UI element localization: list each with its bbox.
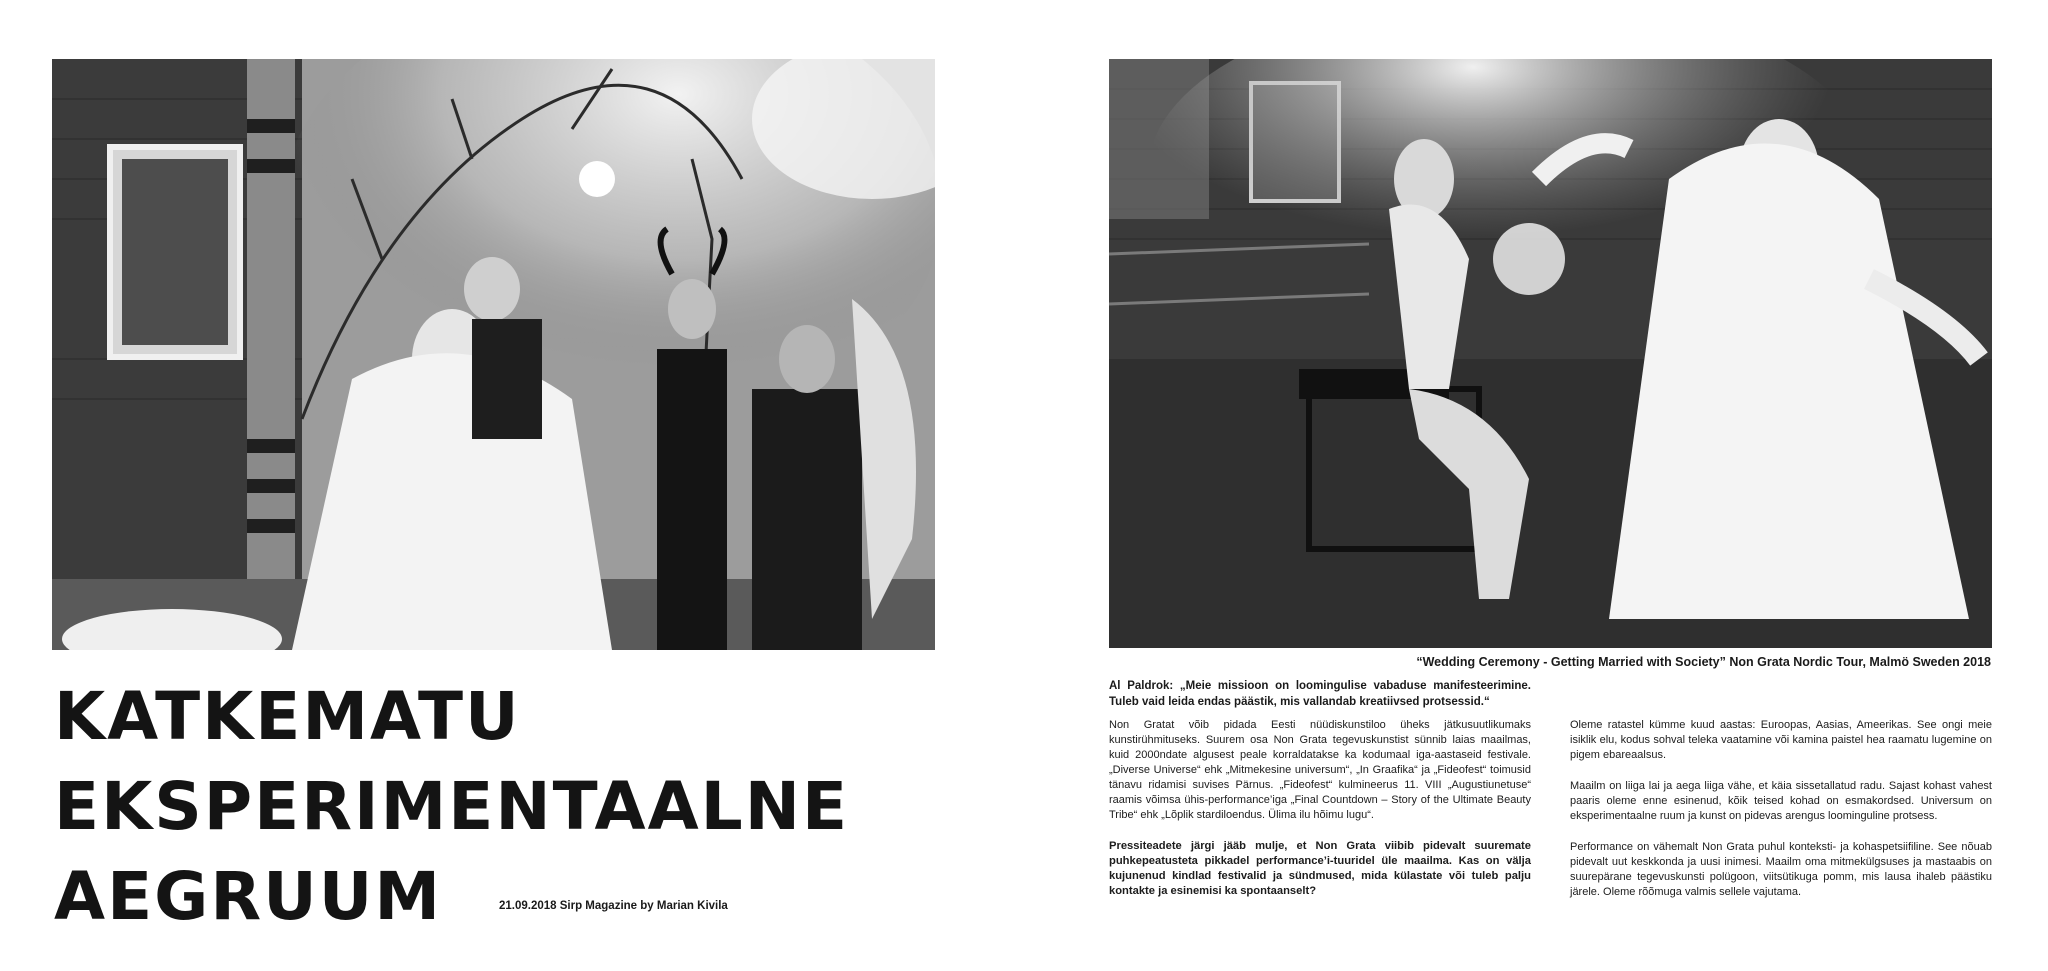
text-column-right bbox=[1570, 718, 1992, 916]
photo-wedding-ceremony bbox=[1109, 59, 1992, 648]
paragraph: Oleme ratastel kümme kuud aastas: Euroopas, Aasias, Ameerikas. See ongi meie isiklik elu, kodus sohval teleka vaatamine või kamina paistel hea raamatu lugemine on pigem ebareaalsus. bbox=[1570, 719, 1992, 761]
paragraph: Performance on vähemalt Non Grata puhul konteksti- ja kohaspetsiifiline. See nõuab pidevalt uut keskkonda ja uusi inimesi. Maailm oma mitmekülgsuses ja mastaabis on suurepärane tegevuskunsti polügoon, viitsütikuga pomm, mis lausa ihaleb päästiku järele. Oleme rõõmuga valmis sellele vajutama. bbox=[1570, 841, 1992, 898]
headline-line-1: KATKEMATU bbox=[54, 678, 521, 755]
photo-caption: “Wedding Ceremony - Getting Married with Society” Non Grata Nordic Tour, Malmö Sweden 2018 bbox=[1416, 655, 1991, 669]
paragraph: Non Gratat võib pidada Eesti nüüdiskunstiloo üheks jätkusuutlikumaks kunstirühmituseks. Suurem osa Non Grata tegevuskunstist sünnib laias maailmas, kuid 2000ndate algusest peale korraldatakse ka kodumaal iga-aastaseid festivale. „Diverse Universe“ ehk „Mitmekesine universum“, „In Graafika“ ja „Fideofest“ toimusid tänavu ridamisi suvises Pärnus. „Fideofest“ kulmineerus 11. VIII „Augustiunetuse“ raamis võimsa ühis-performance’iga „Final Countdown – Story of the Ultimate Beauty Tribe“ ehk „Lõplik stardiloendus. Ülima ilu hõimu lugu“. bbox=[1109, 719, 1531, 821]
interview-question: Pressiteadete järgi jääb mulje, et Non Grata viibib pidevalt suuremate puhkepeatusteta pikkadel performance’i-tuuridel üle maailma. Kas on välja kujunenud kindlad festivalid ja sündmused, mida külastate või tuleb palju kontakte ja esinemisi ka spontaanselt? bbox=[1109, 840, 1531, 897]
headline-line-2: EKSPERIMENTAALNE bbox=[54, 768, 850, 845]
bw-photo-performance-group-icon bbox=[52, 59, 935, 650]
text-column-left bbox=[1109, 718, 1531, 915]
lead-quote: Al Paldrok: „Meie missioon on loomingulise vabaduse manifesteerimine. Tuleb vaid leida endas päästik, mis vallandab kreatiivsed protsessid.“ bbox=[1109, 680, 1531, 708]
photo-performance-group bbox=[52, 59, 935, 650]
bw-photo-wedding-ceremony-icon bbox=[1109, 59, 1992, 648]
headline bbox=[54, 672, 849, 942]
byline: 21.09.2018 Sirp Magazine by Marian Kivila bbox=[499, 900, 728, 912]
headline-line-3: AEGRUUM bbox=[54, 858, 443, 935]
paragraph: Maailm on liiga lai ja aega liiga vähe, et käia sissetallatud radu. Sajast kohast vahest paaris oleme enne esinenud, kõik teised kohad on esmakordsed. Universum on eksperimentaalne ruum ja kunst on pidevas arengus loominguline protsess. bbox=[1570, 780, 1992, 822]
